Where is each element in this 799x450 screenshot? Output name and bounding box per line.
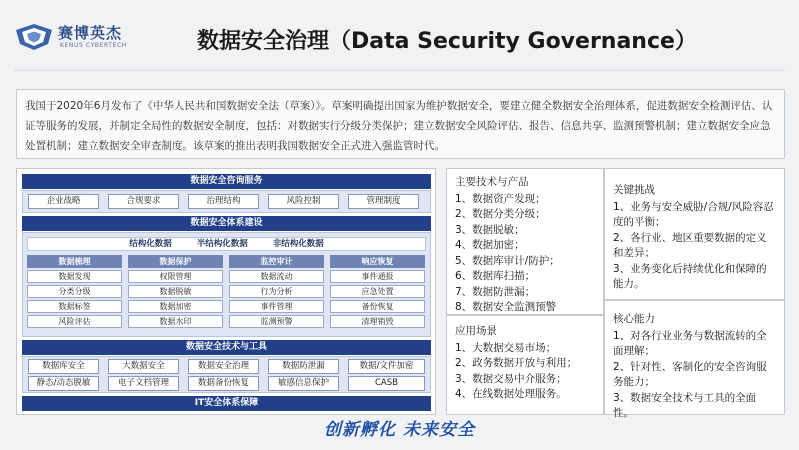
column-head: 响应恢复 [330, 255, 425, 268]
list-item: 1、对各行业业务与数据流转的全面理解； [613, 329, 767, 357]
column-item: 数据脱敏 [128, 285, 223, 298]
column-item: 事件通报 [330, 270, 425, 283]
tool-item: 敏感信息保护 [268, 376, 339, 391]
architecture-diagram [16, 168, 436, 415]
list-item: 1、业务与安全威胁/合规/风险容忍度的平衡； [613, 200, 774, 228]
title-divider [14, 69, 785, 71]
column-item: 分类分级 [27, 285, 122, 298]
column-item: 数据发现 [27, 270, 122, 283]
list-item: 1、数据资产发现； [455, 192, 546, 205]
column-item: 监测预警 [229, 315, 324, 328]
column-item: 数据水印 [128, 315, 223, 328]
column-item: 数据加密 [128, 300, 223, 313]
tool-item: 数据库安全 [28, 359, 99, 374]
tools-bar: 数据安全技术与工具 [22, 340, 431, 355]
consulting-item: 治理结构 [188, 194, 259, 209]
list-item: 1、大数据交易市场； [455, 341, 557, 354]
column-data-sorting [27, 255, 122, 334]
column-head: 数据梳理 [27, 255, 122, 268]
list-item: 2、政务数据开放与利用； [455, 357, 578, 369]
box-heading: 关键挑战 [613, 184, 655, 196]
box-heading: 应用场景 [455, 325, 497, 337]
column-data-protection [128, 255, 223, 334]
logo-emblem-icon [14, 22, 54, 52]
tool-item: CASB [348, 376, 425, 391]
list-item: 2、数据分类分级； [455, 208, 546, 220]
consulting-item: 合规要求 [108, 194, 179, 209]
logo-chinese-name: 赛博英杰 [58, 24, 123, 42]
column-item: 应急处置 [330, 285, 425, 298]
column-item: 风险评估 [27, 315, 122, 328]
column-item: 事件管理 [229, 300, 324, 313]
tech-products-box [446, 168, 604, 315]
column-item: 行为分析 [229, 285, 324, 298]
list-item: 3、数据交易中介服务； [455, 372, 567, 385]
consulting-item: 管理制度 [348, 194, 419, 209]
security-system-bar: 数据安全体系建设 [22, 216, 431, 231]
tool-item: 静态/动态脱敏 [28, 376, 99, 391]
box-heading: 主要技术与产品 [455, 176, 529, 188]
footer-slogan: 创新孵化 未来安全 [324, 420, 475, 440]
list-item: 3、业务变化后持续优化和保障的能力。 [613, 262, 767, 290]
column-item: 清理销毁 [330, 315, 425, 328]
column-head: 数据保护 [128, 255, 223, 268]
list-item: 3、数据脱敏； [455, 223, 525, 236]
consulting-services-panel [22, 190, 431, 213]
column-item: 备份恢复 [330, 300, 425, 313]
list-item: 2、针对性、客制化的安全咨询服务能力； [613, 360, 767, 388]
scenarios-box [446, 315, 604, 415]
list-item: 8、数据安全监测预警 [455, 301, 557, 313]
intro-paragraph: 我国于2020年6月发布了《中华人民共和国数据安全法（草案）》。草案明确提出国家为维护数据安全，要建立健全数据安全治理体系，促进数据安全检测评估、认证等服务的发展，并制定全局性的数据安全制度，包括：对数据实行分级分类保护；建立数据安全风险评估、报告、信息共享、监测预警机制；建立数据安全应急处置机制；建立数据安全审查制度。该草案的推出表明我国数据安全正式进入强监管时代。 [16, 89, 785, 159]
list-item: 3、数据安全技术与工具的全面性。 [613, 391, 757, 419]
company-logo [14, 18, 164, 56]
logo-english-name: KENUS CYBERTECH [60, 42, 127, 49]
list-item: 5、数据库审计/防护； [455, 254, 560, 267]
consulting-item: 企业战略 [28, 194, 99, 209]
challenges-box [604, 168, 785, 300]
list-item: 7、数据防泄漏； [455, 285, 536, 298]
security-system-panel [22, 232, 431, 337]
tool-item: 数据备份恢复 [188, 376, 259, 391]
tool-item: 数据/文件加密 [348, 359, 425, 374]
tools-panel [22, 356, 431, 393]
list-item: 4、在线数据处理服务。 [455, 388, 567, 400]
capabilities-box [604, 300, 785, 419]
consulting-item: 风险控制 [268, 194, 339, 209]
list-item: 4、数据加密； [455, 239, 525, 251]
column-item: 数据流动 [229, 270, 324, 283]
list-item: 6、数据库扫描； [455, 270, 536, 282]
box-heading: 核心能力 [613, 313, 655, 325]
column-head: 监控审计 [229, 255, 324, 268]
tool-item: 数据防泄漏 [268, 359, 339, 374]
list-item: 2、各行业、地区重要数据的定义和差异； [613, 231, 767, 259]
tool-item: 大数据安全 [108, 359, 179, 374]
tool-item: 数据安全治理 [188, 359, 259, 374]
it-security-bar: IT安全体系保障 [22, 396, 431, 411]
column-item: 数据标签 [27, 300, 122, 313]
slide-title: 数据安全治理（Data Security Governance） [197, 29, 697, 54]
column-response-recovery [330, 255, 425, 334]
column-monitoring-audit [229, 255, 324, 334]
data-structure-row: 结构化数据 半结构化数据 非结构化数据 [27, 237, 426, 251]
consulting-services-bar: 数据安全咨询服务 [22, 174, 431, 189]
tool-item: 电子文档管理 [108, 376, 179, 391]
column-item: 权限管理 [128, 270, 223, 283]
